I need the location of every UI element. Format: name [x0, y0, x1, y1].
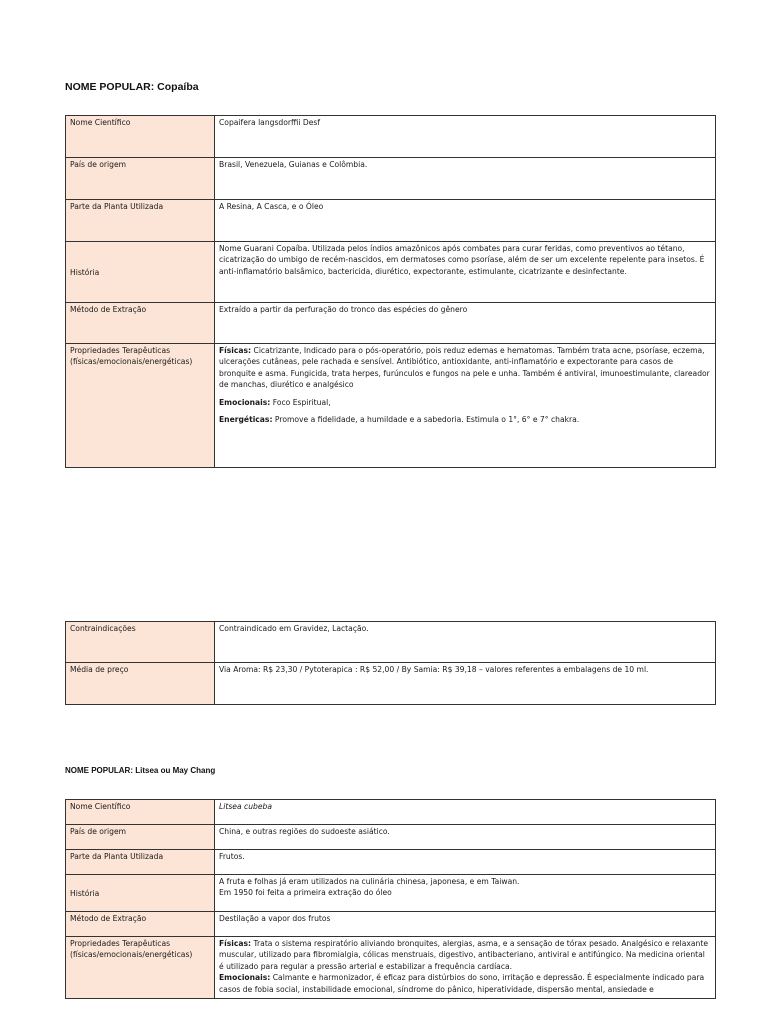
energeticas-paragraph	[219, 414, 711, 425]
table-row	[66, 663, 716, 705]
table-row	[66, 875, 716, 912]
table-row	[66, 344, 716, 468]
row-value: Frutos.	[215, 850, 716, 875]
row-label: País de origem	[66, 158, 215, 200]
table-row	[66, 200, 716, 242]
row-label: Parte da Planta Utilizada	[66, 200, 215, 242]
section-title: NOME POPULAR: Litsea ou May Chang	[65, 766, 216, 775]
copaiba-extra-table	[65, 621, 716, 705]
row-value	[215, 344, 716, 468]
row-label: País de origem	[66, 825, 215, 850]
table-row	[66, 937, 716, 999]
row-value	[215, 875, 716, 912]
table-row	[66, 622, 716, 663]
row-value: China, e outras regiões do sudoeste asiático.	[215, 825, 716, 850]
row-value: Via Aroma: R$ 23,30 / Pytoterapica : R$ 52,00 / By Samia: R$ 39,18 – valores referentes a embalagens de 10 ml.	[215, 663, 716, 705]
energeticas-text: Promove a fidelidade, a humildade e a sabedoria. Estimula o 1°, 6° e 7° chakra.	[272, 414, 580, 424]
row-label: Parte da Planta Utilizada	[66, 850, 215, 875]
row-value: Litsea cubeba	[215, 800, 716, 825]
emocionais-paragraph	[219, 972, 711, 995]
copaiba-table	[65, 115, 716, 468]
row-label: Nome Científico	[66, 800, 215, 825]
table-row	[66, 912, 716, 937]
section-title: NOME POPULAR: Copaíba	[65, 81, 199, 93]
row-value: Brasil, Venezuela, Guianas e Colômbia.	[215, 158, 716, 200]
row-label: Propriedades Terapêuticas (físicas/emocionais/energéticas)	[66, 344, 215, 468]
row-label: Nome Científico	[66, 116, 215, 158]
emocionais-text: Calmante e harmonizador, é eficaz para distúrbios do sono, irritação e depressão. É especialmente indicado para casos de fobia social, instabilidade emocional, síndrome do pânico, hiperatividade, dispersão mental, ansiedade e	[219, 973, 705, 994]
energeticas-label: Energéticas:	[219, 414, 273, 424]
emocionais-text: Foco Espiritual,	[270, 397, 331, 407]
row-value: Extraído a partir da perfuração do tronco das espécies do gênero	[215, 303, 716, 344]
emocionais-label: Emocionais:	[219, 397, 271, 407]
fisicas-label: Físicas:	[219, 346, 252, 355]
emocionais-paragraph	[219, 397, 711, 408]
row-label: Propriedades Terapêuticas (físicas/emocionais/energéticas)	[66, 937, 215, 999]
table-row	[66, 850, 716, 875]
row-value: Nome Guarani Copaíba. Utilizada pelos índios amazônicos após combates para curar feridas, como preventivos ao tétano, cicatrização do umbigo de recém-nascidos, em dermatoses como psoríase, além de ser um excelente repelente para insetos. É anti-inflamatório balsâmico, bactericida, diurético, expectorante, estimulante, cicatrizante e desinfectante.	[215, 242, 716, 303]
historia-line: A fruta e folhas já eram utilizados na culinária chinesa, japonesa, e em Taiwan.	[219, 877, 520, 886]
historia-line: Em 1950 foi feita a primeira extração do óleo	[219, 888, 392, 898]
fisicas-text: Trata o sistema respiratório aliviando bronquites, alergias, asma, e a sensação de tórax pesado. Analgésico e relaxante muscular, utilizado para fibromialgia, cólicas menstruais, digestivo, antibacteriano, antiviral e antifúngico. Na medicina oriental é utilizado para regular a pressão arterial e estabilizar a frequência cardíaca.	[219, 939, 708, 971]
emocionais-label: Emocionais:	[219, 973, 271, 983]
row-value: Copaifera langsdorffii Desf	[215, 116, 716, 158]
table-row	[66, 158, 716, 200]
table-row	[66, 800, 716, 825]
fisicas-text: Cicatrizante, Indicado para o pós-operatório, pois reduz edemas e hematomas. Também trata acne, psoríase, eczema, ulcerações cutâneas, pele rachada e sensível. Antibiótico, antioxidante, anti-inflamatório e expectorante para casos de bronquite e asma. Fungicida, trata herpes, furúnculos e fungos na pele e unha. Também é antiviral, imunoestimulante, clareador de manchas, diurético e analgésico	[219, 346, 710, 390]
table-row	[66, 242, 716, 303]
table-row	[66, 116, 716, 158]
table-row	[66, 825, 716, 850]
row-label: Método de Extração	[66, 912, 215, 937]
table-row	[66, 303, 716, 344]
row-label: História	[66, 875, 215, 912]
row-label: Média de preço	[66, 663, 215, 705]
litsea-table	[65, 799, 716, 999]
row-label: Método de Extração	[66, 303, 215, 344]
row-value: Contraindicado em Gravidez, Lactação.	[215, 622, 716, 663]
row-value: A Resina, A Casca, e o Óleo	[215, 200, 716, 242]
row-label: História	[66, 242, 215, 303]
fisicas-paragraph	[219, 938, 711, 972]
fisicas-label: Físicas:	[219, 939, 252, 948]
fisicas-paragraph	[219, 345, 711, 391]
row-value	[215, 937, 716, 999]
row-label: Contraindicações	[66, 622, 215, 663]
row-value: Destilação a vapor dos frutos	[215, 912, 716, 937]
